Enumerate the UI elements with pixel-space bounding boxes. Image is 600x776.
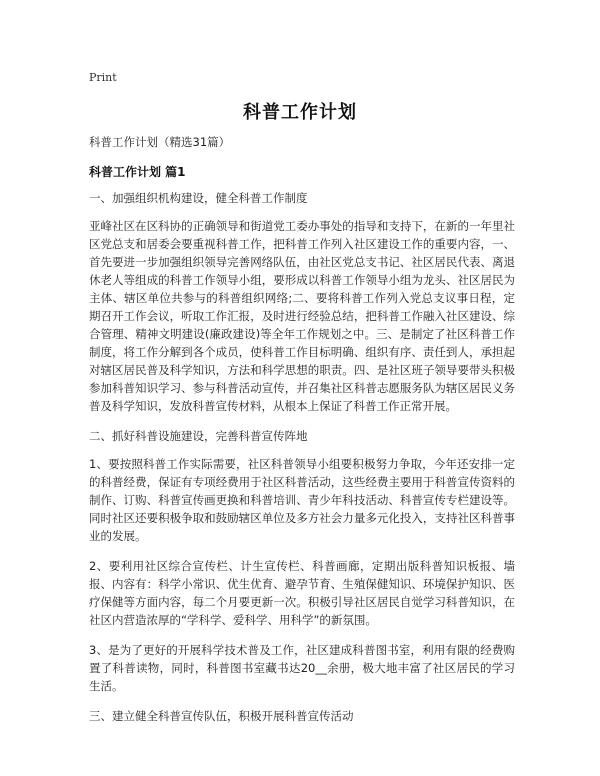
print-label: Print (89, 71, 117, 84)
paragraph-bulletin: 2、要利用社区综合宣传栏、计生宣传栏、科普画廊，定期出版科普知识板报、墙报、内容有：科学小常识、优生优育、避孕节育、生殖保健知识、环境保护知识、医疗保健等方面内容，每二个月要更新一次。积极引导社区居民自觉学习科普知识，在社区内营造浓厚的“学科学、爱科学、用科学”的新氛围。 (89, 559, 515, 627)
document-subtitle: 科普工作计划（精选31篇） (89, 135, 231, 149)
section-heading: 科普工作计划 篇1 (89, 165, 186, 179)
paragraph-library: 3、是为了更好的开展科学技术普及工作，社区建成科普图书室，利用有限的经费购置了科普读物，同时，科普图书室藏书达20__余册，极大地丰富了社区居民的学习生活。 (89, 643, 515, 693)
document-body (89, 134, 515, 735)
heading-organization: 一、加强组织机构建设，健全科普工作制度 (89, 191, 308, 205)
heading-team: 三、建立健全科普宣传队伍，积极开展科普宣传活动 (89, 709, 354, 723)
document-title: 科普工作计划 (243, 102, 357, 123)
heading-facilities: 二、抓好科普设施建设，完善科普宣传阵地 (89, 429, 308, 443)
paragraph-organization: 亚峰社区在区科协的正确领导和街道党工委办事处的指导和支持下，在新的一年里社区党总支和居委会要重视科普工作，把科普工作列入社区建设工作的重要内容，一、首先要进一步加强组织领导完善网络队伍，由社区党总支书记、社区居民代表、离退休老人等组成的科普工作领导小组，要形成以科普工作领导小组为龙头、社区居民为主体、辖区单位共参与的科普组织网络;二、要将科普工作列入党总支议事日程，定期召开工作会议，听取工作汇报，及时进行经验总结，把科普工作融入社区建设、综合管理、精神文明建设(廉政建设)等全年工作规划之中。三、是制定了社区科普工作制度，将工作分解到各个成员，使科普工作目标明确、组织有序、责任到人，承担起对辖区居民普及科学知识，方法和科学思想的职责。四、是社区班子领导要带头积极参加科普知识学习、参与科普活动宣传，并召集社区科普志愿服务队为辖区居民义务普及科学知识，发放科普宣传材料，从根本上保证了科普工作正常开展。 (89, 219, 515, 413)
paragraph-funding: 1、要按照科普工作实际需要，社区科普领导小组要积极努力争取，今年还安排一定的科普经费，保证有专项经费用于社区科普活动，这些经费主要用于科普宣传资料的制作、订购、科普宣传画更换和科普培训、青少年科技活动、科普宣传专栏建设等。同时社区还要积极争取和鼓励辖区单位及多方社会力量多元化投入，支持社区科普事业的发展。 (89, 457, 515, 543)
